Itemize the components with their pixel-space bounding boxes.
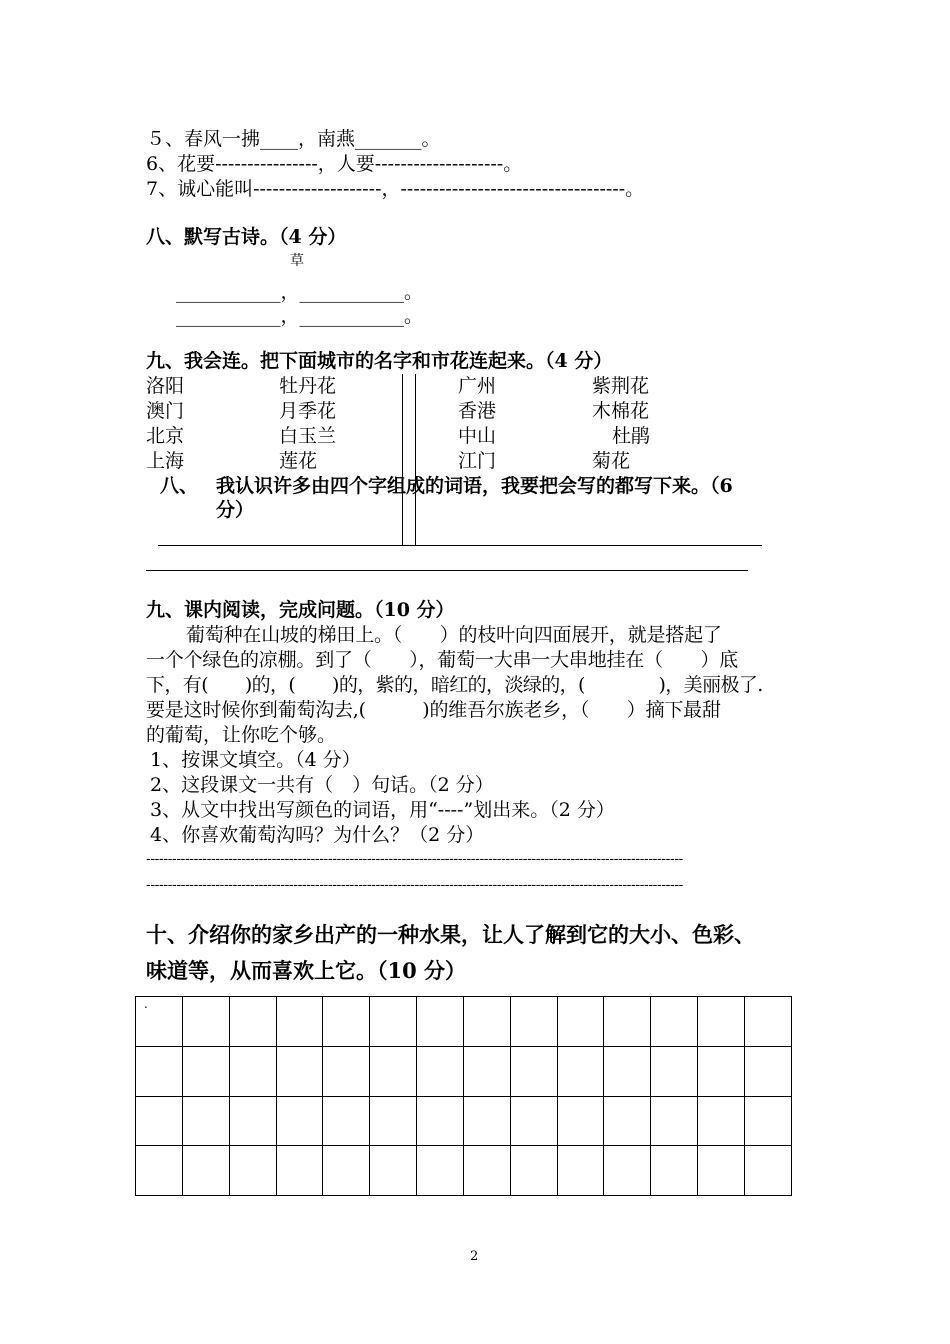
reading-heading: 九、课内阅读，完成问题。（10 分） (146, 599, 455, 621)
city-left: 澳门 (146, 400, 185, 422)
grid-row (136, 1096, 792, 1146)
section-8b-text: 我认识许多由四个字组成的词语，我要把会写的都写下来。（6 (216, 475, 733, 497)
poem-title: 草 (290, 253, 304, 269)
section-8b-number: 八、 (160, 475, 199, 497)
grid-cell[interactable] (463, 1046, 510, 1096)
grid-row (136, 1046, 792, 1096)
flower-right: 菊花 (592, 450, 631, 472)
flower-right: 紫荆花 (592, 375, 650, 397)
answer-line (146, 570, 748, 571)
grid-cell[interactable] (698, 1046, 745, 1096)
flower-left: 白玉兰 (279, 425, 337, 447)
grid-cell[interactable] (182, 1046, 229, 1096)
section-10-heading: 十、介绍你的家乡出产的一种水果，让人了解到它的大小、色彩、 (146, 922, 755, 947)
grid-cell[interactable] (370, 1146, 417, 1196)
grid-cell[interactable] (323, 997, 370, 1047)
divider-line (415, 374, 416, 546)
reading-paragraph-line: 要是这时候你到葡萄沟去,( )的维吾尔族老乡，（ ）摘下最甜 (146, 699, 721, 721)
city-right: 江门 (458, 450, 497, 472)
reading-paragraph-line: 葡萄种在山坡的梯田上。（ ）的枝叶向四面展开，就是搭起了 (186, 624, 722, 646)
grid-cell[interactable] (182, 1096, 229, 1146)
grid-cell[interactable] (557, 1046, 604, 1096)
grid-cell[interactable] (510, 1146, 557, 1196)
city-right: 香港 (458, 400, 497, 422)
grid-cell[interactable] (182, 1146, 229, 1196)
city-right: 中山 (458, 425, 497, 447)
city-right: 广州 (458, 375, 497, 397)
grid-cell[interactable] (651, 997, 698, 1047)
question: 3、从文中找出写颜色的词语，用“----”划出来。（2 分） (150, 799, 615, 821)
grid-cell[interactable] (745, 997, 792, 1047)
grid-cell[interactable] (182, 997, 229, 1047)
grid-cell[interactable] (276, 1096, 323, 1146)
grid-cell[interactable] (276, 1146, 323, 1196)
grid-cell[interactable] (651, 1096, 698, 1146)
grid-cell[interactable] (370, 997, 417, 1047)
writing-grid (135, 996, 792, 1196)
poem-blank-line-1: ___________，___________。 (176, 281, 424, 303)
reading-paragraph-line: 的葡萄，让你吃个够。 (146, 724, 337, 746)
grid-cell[interactable] (557, 997, 604, 1047)
grid-cell[interactable] (136, 997, 183, 1047)
city-left: 洛阳 (146, 375, 185, 397)
page-number: 2 (470, 1249, 479, 1264)
grid-cell[interactable] (745, 1096, 792, 1146)
flower-left: 牡丹花 (279, 375, 337, 397)
grid-cell[interactable] (698, 997, 745, 1047)
question: 1、按课文填空。（4 分） (150, 749, 361, 771)
grid-cell[interactable] (323, 1096, 370, 1146)
cell-mark: . (144, 997, 148, 1011)
flower-right: 木棉花 (592, 400, 650, 422)
grid-cell[interactable] (463, 997, 510, 1047)
grid-cell[interactable] (229, 1096, 276, 1146)
grid-cell[interactable] (604, 997, 651, 1047)
city-left: 上海 (146, 450, 185, 472)
fill-line-5: ５、春风一拂____，南燕_______。 (146, 128, 441, 150)
reading-paragraph-line: 一个个绿色的凉棚。到了（ ），葡萄一大串一大串地挂在（ ）底 (146, 649, 739, 671)
grid-cell[interactable] (745, 1146, 792, 1196)
question: 4、你喜欢葡萄沟吗？为什么？（2 分） (150, 824, 485, 846)
grid-cell[interactable] (698, 1096, 745, 1146)
grid-cell[interactable] (417, 1146, 464, 1196)
grid-cell[interactable] (510, 1046, 557, 1096)
flower-right: 杜鹃 (612, 425, 651, 447)
grid-cell[interactable] (229, 1146, 276, 1196)
grid-cell[interactable] (136, 1096, 183, 1146)
grid-cell[interactable] (417, 1046, 464, 1096)
city-left: 北京 (146, 425, 185, 447)
section-9-heading: 九、我会连。把下面城市的名字和市花连起来。（4 分） (146, 350, 613, 372)
grid-cell[interactable] (557, 1146, 604, 1196)
section-8-heading: 八、默写古诗。（4 分） (146, 226, 347, 248)
grid-cell[interactable] (229, 997, 276, 1047)
grid-row (136, 997, 792, 1047)
grid-cell[interactable] (463, 1096, 510, 1146)
section-8b-text-cont: 分） (216, 499, 255, 521)
grid-cell[interactable] (276, 997, 323, 1047)
grid-cell[interactable] (745, 1046, 792, 1096)
fill-line-6: 6、花要----------------，人要--------------------。 (146, 153, 523, 175)
grid-cell[interactable] (417, 997, 464, 1047)
grid-cell[interactable] (136, 1146, 183, 1196)
grid-cell[interactable] (229, 1046, 276, 1096)
grid-cell[interactable] (417, 1096, 464, 1146)
question: 2、这段课文一共有（ ）句话。（2 分） (150, 774, 494, 796)
section-10-heading-cont: 味道等，从而喜欢上它。（10 分） (146, 958, 467, 983)
reading-paragraph-line: 下，有( )的，( )的，紫的，暗红的，淡绿的，( )，美丽极了. (146, 674, 763, 696)
grid-cell[interactable] (370, 1096, 417, 1146)
fill-line-7: 7、诚心能叫--------------------，-----------------------------------。 (146, 178, 645, 200)
grid-row (136, 1146, 792, 1196)
grid-cell[interactable] (463, 1146, 510, 1196)
dashed-answer-line: ---------------------------------------------------------------------------------------------------------------------------- (146, 877, 683, 893)
grid-cell[interactable] (651, 1046, 698, 1096)
flower-left: 月季花 (279, 400, 337, 422)
grid-cell[interactable] (136, 1046, 183, 1096)
grid-cell[interactable] (557, 1096, 604, 1146)
grid-cell[interactable] (604, 1046, 651, 1096)
grid-cell[interactable] (604, 1096, 651, 1146)
grid-cell[interactable] (510, 997, 557, 1047)
poem-blank-line-2: ___________，___________。 (176, 305, 424, 327)
flower-left: 莲花 (279, 450, 318, 472)
divider-line (402, 374, 403, 546)
grid-cell[interactable] (323, 1046, 370, 1096)
answer-line (158, 545, 762, 546)
grid-cell[interactable] (323, 1146, 370, 1196)
grid-cell[interactable] (604, 1146, 651, 1196)
grid-cell[interactable] (651, 1146, 698, 1196)
grid-cell[interactable] (370, 1046, 417, 1096)
grid-cell[interactable] (698, 1146, 745, 1196)
grid-cell[interactable] (510, 1096, 557, 1146)
dashed-answer-line: ---------------------------------------------------------------------------------------------------------------------------- (146, 851, 683, 867)
grid-cell[interactable] (276, 1046, 323, 1096)
